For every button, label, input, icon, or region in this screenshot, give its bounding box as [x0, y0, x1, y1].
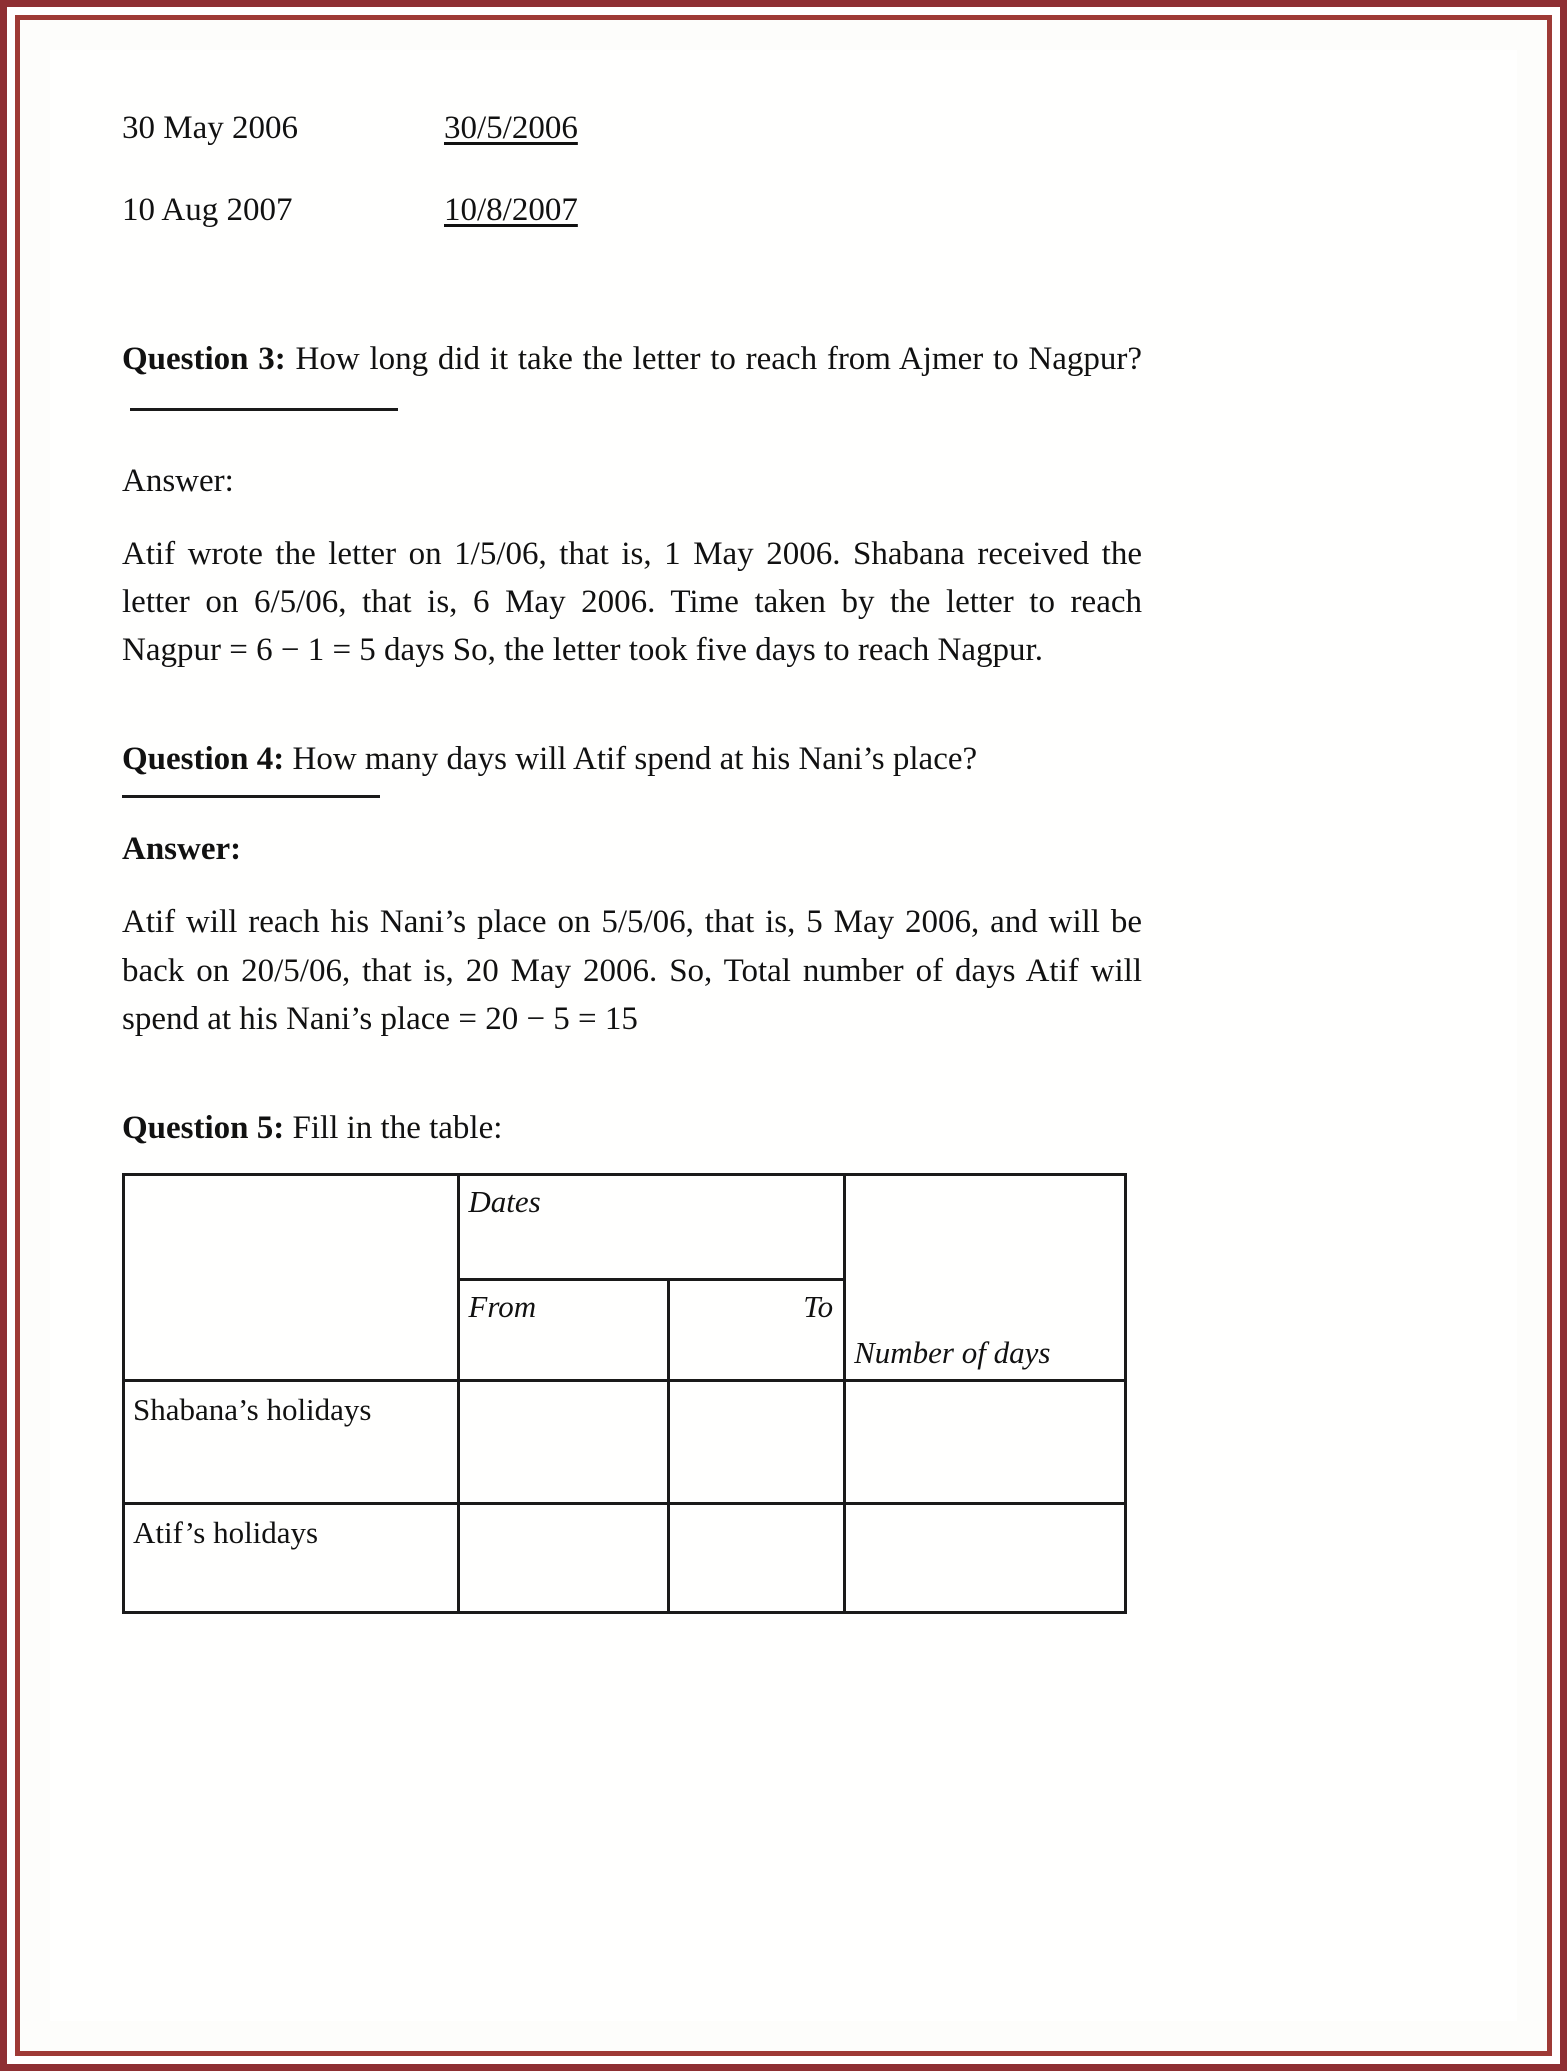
section-spacer: [122, 1043, 1142, 1105]
table-cell-to[interactable]: [669, 1504, 845, 1613]
question-4-answer-blank[interactable]: [122, 795, 380, 798]
table-cell-days[interactable]: [845, 1504, 1126, 1613]
table-cell-from[interactable]: [459, 1381, 669, 1504]
question-3-text: How long did it take the letter to reach from Ajmer to Nagpur?: [295, 340, 1143, 377]
date-example-row: [122, 192, 1142, 230]
question-4-label: Question 4:: [122, 741, 285, 778]
question-5-label: Question 5:: [122, 1109, 285, 1146]
table-header-number-of-days: Number of days: [845, 1175, 1126, 1381]
table-row: [124, 1504, 1126, 1613]
document-content: [122, 110, 1142, 1614]
table-cell-to[interactable]: [669, 1381, 845, 1504]
table-header-from: From: [459, 1280, 669, 1381]
table-row-label: Shabana’s holidays: [124, 1381, 459, 1504]
date-short-form: 30/5/2006: [444, 110, 578, 146]
date-short-form: 10/8/2007: [444, 191, 578, 228]
question-3-answer-blank[interactable]: [130, 408, 398, 411]
question-5-block: [122, 1105, 1142, 1151]
question-4-answer-text: Atif will reach his Nani’s place on 5/5/06, that is, 5 May 2006, and will be back on 20/5/06, that is, 20 May 2006. So, Total number of days Atif will spend at his Nani’s place = 20 − 5 = 15: [122, 904, 1142, 1037]
question-3-answer-label: Answer:: [122, 462, 234, 499]
question-3-label: Question 3:: [122, 340, 286, 377]
question-4-block: [122, 736, 1142, 798]
question-5-text: Fill in the table:: [292, 1109, 503, 1146]
table-header-to: To: [669, 1280, 845, 1381]
holidays-fill-table: [122, 1173, 1127, 1614]
question-3-block: [122, 336, 1142, 430]
date-long-form: 10 Aug 2007: [122, 191, 293, 228]
question-4-answer-label: Answer:: [122, 831, 242, 868]
date-long-form: 30 May 2006: [122, 110, 298, 146]
section-spacer: [122, 674, 1142, 736]
table-cell-days[interactable]: [845, 1381, 1126, 1504]
table-header-dates: Dates: [459, 1175, 845, 1280]
question-4-text: How many days will Atif spend at his Nani’s place?: [292, 741, 978, 778]
question-3-answer-text: Atif wrote the letter on 1/5/06, that is, 1 May 2006. Shabana received the letter on 6/5/06, that is, 6 May 2006. Time taken by the letter to reach Nagpur = 6 − 1 = 5 days So, the letter took five days to reach Nagpur.: [122, 535, 1142, 669]
section-spacer: [122, 274, 1142, 336]
date-example-row: [122, 110, 1142, 148]
table-row: [124, 1381, 1126, 1504]
page-border-inner: [15, 15, 1552, 2056]
table-header-row-group: [124, 1175, 1126, 1280]
page-body: [50, 50, 1517, 2021]
table-corner-cell: [124, 1175, 459, 1381]
table-row-label: Atif’s holidays: [124, 1504, 459, 1613]
table-cell-from[interactable]: [459, 1504, 669, 1613]
